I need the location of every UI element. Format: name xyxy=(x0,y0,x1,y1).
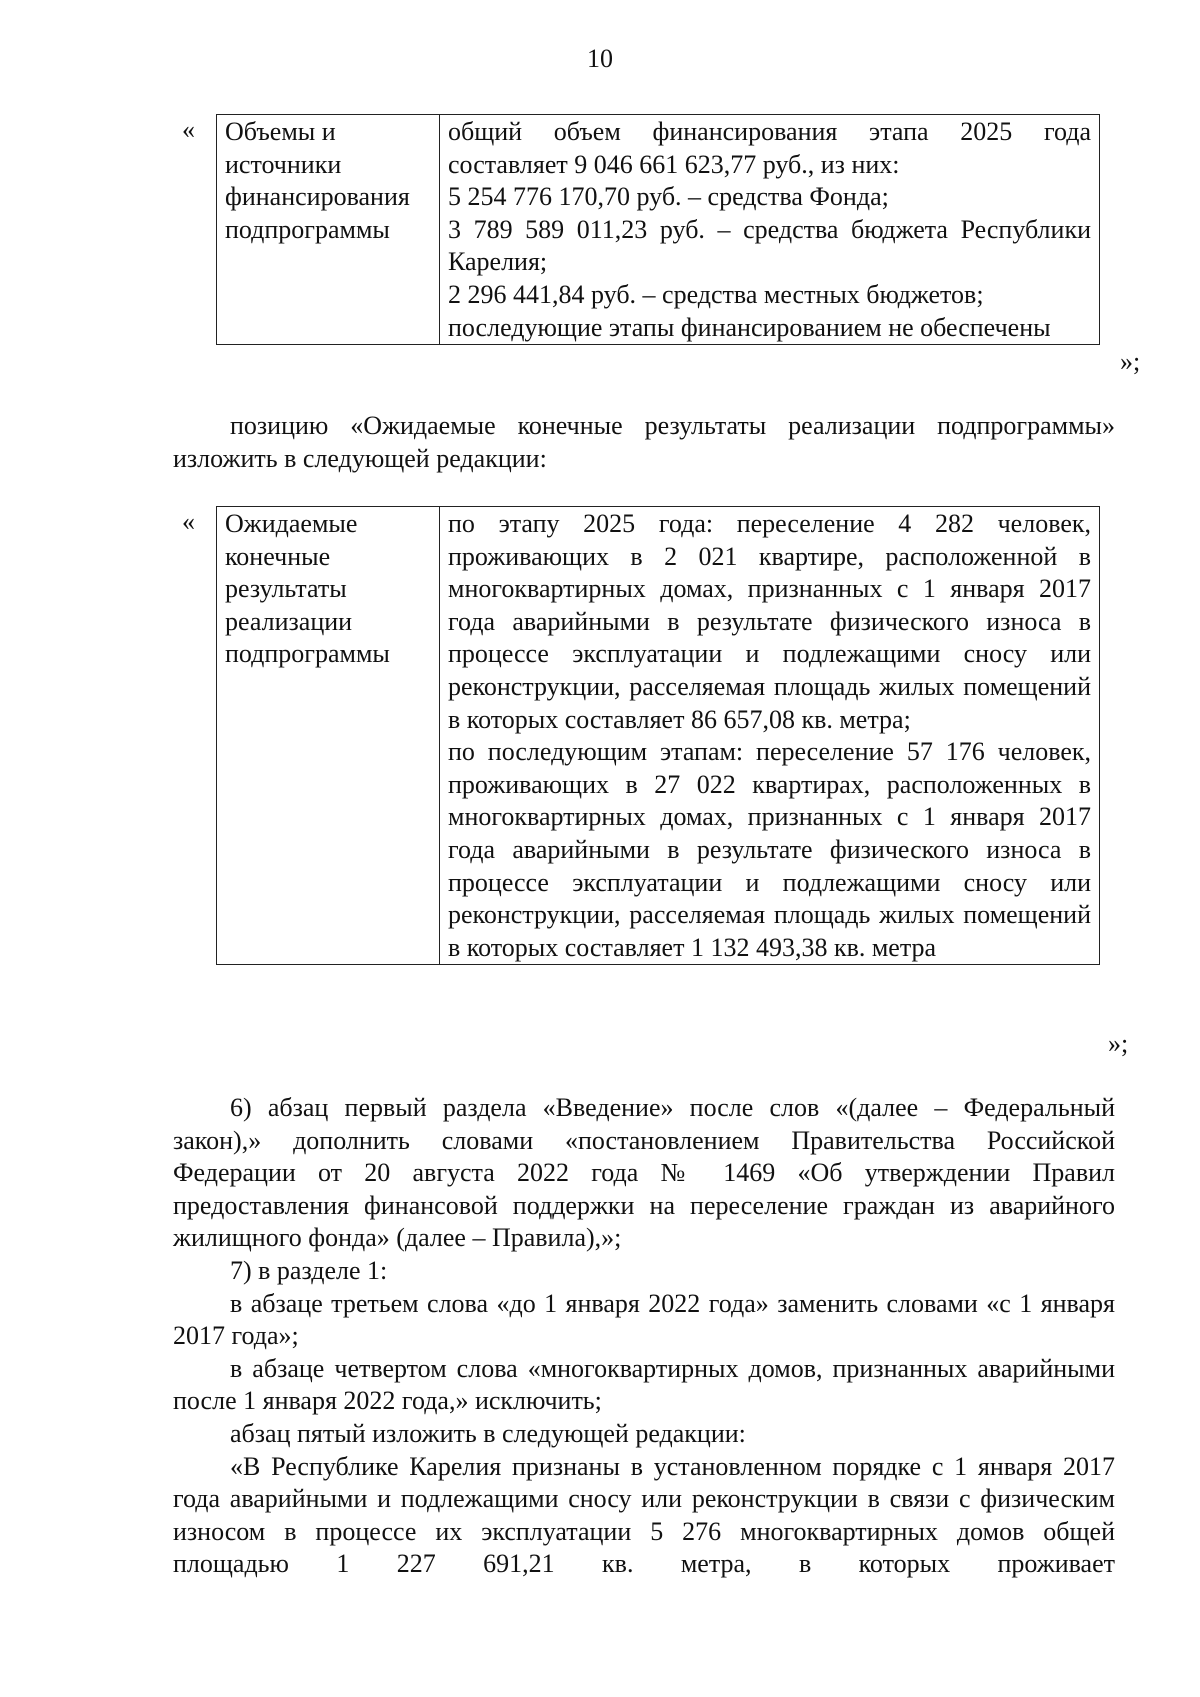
table1-quote-close: »; xyxy=(1120,347,1141,376)
results-label-line: подпрограммы xyxy=(225,639,390,669)
results-label-line: реализации xyxy=(225,606,353,636)
results-label-line: конечные xyxy=(225,541,331,571)
table1-quote-open: « xyxy=(182,115,195,144)
intro-paragraph: позицию «Ожидаемые конечные результаты реализации подпрограммы» изложить в следующей редакции: xyxy=(173,411,1115,473)
financing-label-line: подпрограммы xyxy=(225,214,390,244)
intro-paragraph-block xyxy=(173,410,1115,475)
table2-quote-open: « xyxy=(182,507,195,536)
body-paragraph: в абзаце третьем слова «до 1 января 2022 года» заменить словами «с 1 января 2017 года»; xyxy=(173,1288,1115,1351)
financing-local-budgets: 2 296 441,84 руб. – средства местных бюджетов; xyxy=(448,279,984,309)
body-paragraph: в абзаце четвертом слова «многоквартирных домов, признанных аварийными после 1 января 2022 года,» исключить; xyxy=(173,1353,1115,1416)
financing-table-label-cell xyxy=(217,115,440,345)
results-next-stages: по последующим этапам: переселение 57 176 человек, проживающих в 27 022 квартирах, расположенных в многоквартирных домах, признанных с 1 января 2017 года аварийными в результате физического износа в процессе эксплуатации и подлежащими сносу или реконструкции, расселяемая площадь жилых помещений в которых составляет 1 132 493,38 кв. метра xyxy=(448,737,1091,962)
body-text xyxy=(173,1092,1115,1581)
financing-table-value-cell xyxy=(440,115,1100,345)
body-paragraph: «В Республике Карелия признаны в установленном порядке с 1 января 2017 года аварийными и подлежащими сносу или реконструкции в связи с физическим износом в процессе их эксплуатации 5 276 многоквартирных домов общей площадью 1 227 691,21 кв. метра, в которых проживает xyxy=(173,1451,1115,1579)
results-table-label-cell xyxy=(217,507,440,965)
results-table-value-cell xyxy=(440,507,1100,965)
financing-label-line: источники xyxy=(225,149,342,179)
body-paragraph: абзац пятый изложить в следующей редакции: xyxy=(230,1418,746,1448)
financing-label-line: финансирования xyxy=(225,182,410,212)
financing-fund: 5 254 776 170,70 руб. – средства Фонда; xyxy=(448,182,889,212)
table2-quote-close: »; xyxy=(1108,1029,1129,1058)
financing-table xyxy=(216,114,1100,345)
financing-label-line: Объемы и xyxy=(225,117,336,146)
financing-total: общий объем финансирования этапа 2025 года составляет 9 046 661 623,77 руб., из них: xyxy=(448,117,1091,179)
results-label-line: Ожидаемые xyxy=(225,509,358,538)
body-paragraph: 7) в разделе 1: xyxy=(230,1255,388,1285)
results-stage-2025: по этапу 2025 года: переселение 4 282 человек, проживающих в 2 021 квартире, расположенной в многоквартирных домах, признанных с 1 января 2017 года аварийными в результате физического износа в процессе эксплуатации и подлежащими сносу или реконструкции, расселяемая площадь жилых помещений в которых составляет 86 657,08 кв. метра; xyxy=(448,509,1091,734)
results-label-line: результаты xyxy=(225,574,347,604)
page-number: 10 xyxy=(587,44,613,73)
financing-next-stages: последующие этапы финансированием не обеспечены xyxy=(448,312,1051,342)
financing-republic-budget: 3 789 589 011,23 руб. – средства бюджета Республики Карелия; xyxy=(448,214,1091,277)
body-paragraph: 6) абзац первый раздела «Введение» после слов «(далее – Федеральный закон),» дополнить словами «постановлением Правительства Российской Федерации от 20 августа 2022 года № 1469 «Об утверждении Правил предоставления финансовой поддержки на переселение граждан из аварийного жилищного фонда» (далее – Правила),»; xyxy=(173,1093,1115,1253)
results-table xyxy=(216,506,1100,965)
